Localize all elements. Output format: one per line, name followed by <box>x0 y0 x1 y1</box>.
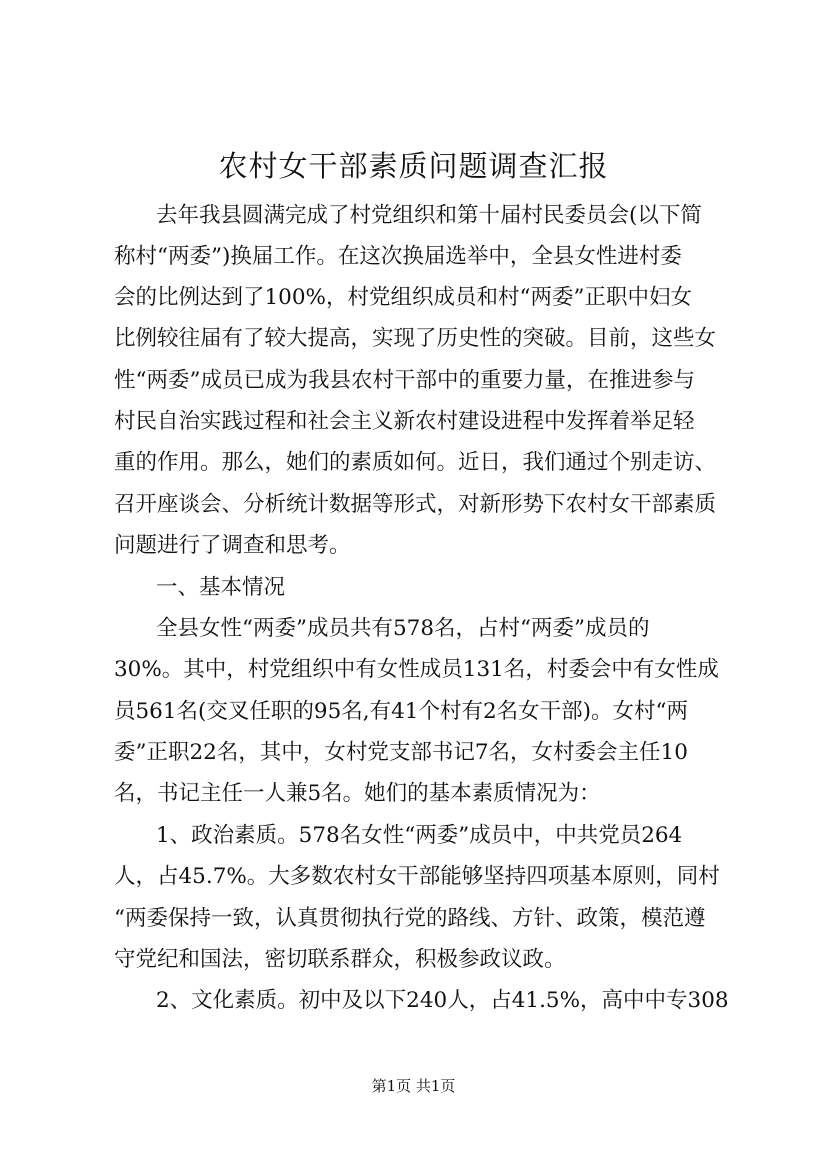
paragraph-line: 1、政治素质。578名女性“两委”成员中，中共党员264 <box>156 823 683 848</box>
paragraph-line: 2、文化素质。初中及以下240人，占41.5%，高中中专308 <box>156 988 729 1013</box>
page-footer: 第1页 共1页 <box>371 1077 456 1095</box>
paragraph-line: 委”正职22名，其中，女村党支部书记7名，女村委会主任10 <box>114 740 688 765</box>
paragraph-line: “两委保持一致，认真贯彻执行党的路线、方针、政策，模范遵 <box>114 906 706 931</box>
paragraph-line: 守党纪和国法，密切联系群众，积极参政议政。 <box>114 947 566 972</box>
paragraph-line: 重的作用。那么，她们的素质如何。近日，我们通过个别走访、 <box>114 450 717 475</box>
paragraph-line: 村民自治实践过程和社会主义新农村建设进程中发挥着举足轻 <box>114 409 695 434</box>
paragraph-line: 人，占45.7%。大多数农村女干部能够坚持四项基本原则，同村 <box>114 864 720 889</box>
paragraph-line: 全县女性“两委”成员共有578名，占村“两委”成员的 <box>156 616 650 641</box>
paragraph-line: 性“两委”成员已成为我县农村干部中的重要力量，在推进参与 <box>114 368 695 393</box>
paragraph-line: 名，书记主任一人兼5名。她们的基本素质情况为： <box>114 781 601 806</box>
paragraph-line: 问题进行了调查和思考。 <box>114 533 351 558</box>
paragraph-line: 员561名(交叉任职的95名,有41个村有2名女干部)。女村“两 <box>114 699 689 724</box>
paragraph-line: 30%。其中，村党组织中有女性成员131名，村委会中有女性成 <box>114 657 719 682</box>
document-title: 农村女干部素质问题调查汇报 <box>218 149 609 183</box>
paragraph-line: 去年我县圆满完成了村党组织和第十届村民委员会(以下简 <box>156 203 702 228</box>
paragraph-line: 召开座谈会、分析统计数据等形式，对新形势下农村女干部素质 <box>114 492 717 517</box>
section-heading: 一、基本情况 <box>156 575 286 600</box>
paragraph-line: 会的比例达到了100%，村党组织成员和村“两委”正职中妇女 <box>114 285 692 310</box>
paragraph-line: 称村“两委”)换届工作。在这次换届选举中，全县女性进村委 <box>114 244 682 269</box>
paragraph-line: 比例较往届有了较大提高，实现了历史性的突破。目前，这些女 <box>114 326 717 351</box>
